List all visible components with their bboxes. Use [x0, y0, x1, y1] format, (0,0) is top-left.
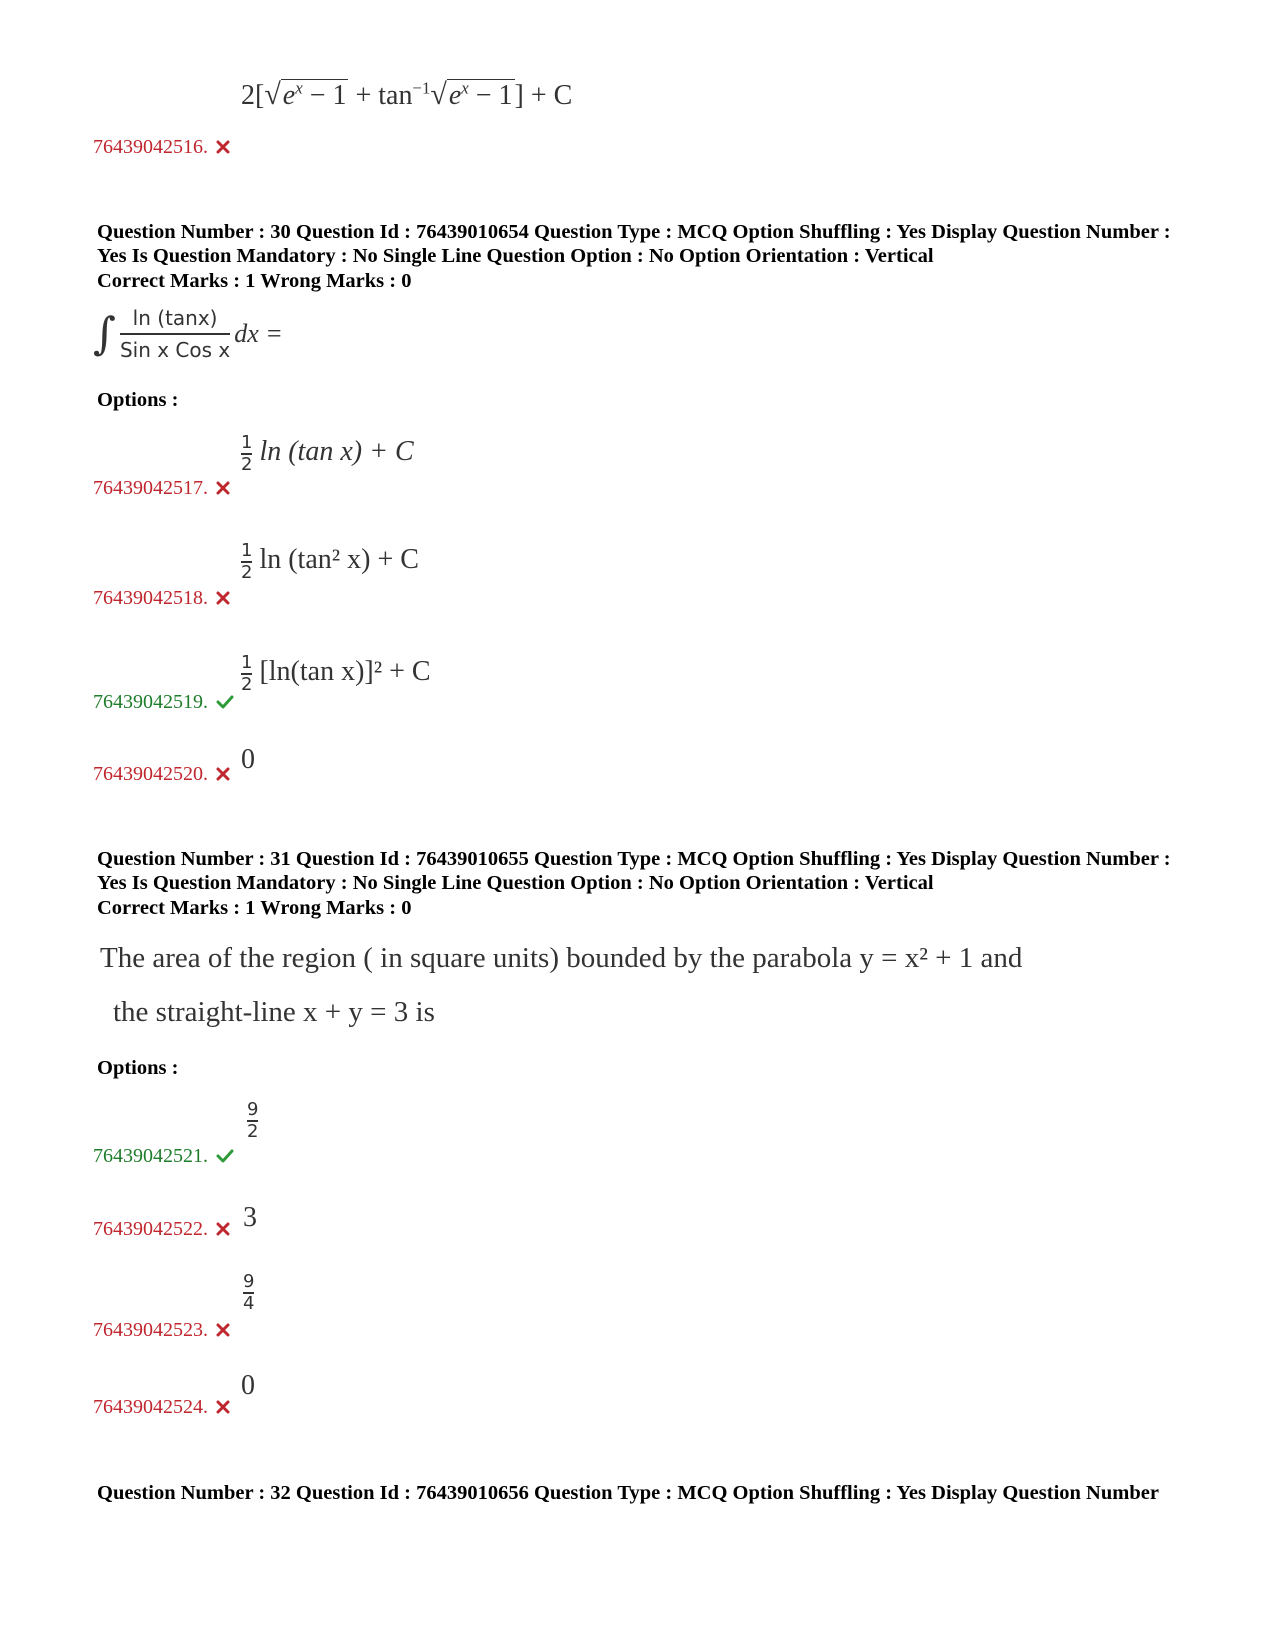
- question-stem: ∫ ln (tanx) Sin x Cos x dx =: [93, 306, 283, 362]
- option-id: 76439042519.: [93, 691, 234, 715]
- options-label: Options :: [97, 1057, 179, 1079]
- cross-icon: [216, 1397, 230, 1420]
- integral-sign: ∫: [93, 308, 116, 360]
- option-expression: $\frac{1}{2}$ ln (tan x) + C: [241, 432, 414, 475]
- option-expression: $\frac{9}{2}$: [247, 1099, 259, 1142]
- cross-icon: [216, 1219, 230, 1242]
- option-id: 76439042518.: [93, 587, 230, 611]
- option-id: 76439042523.: [93, 1319, 230, 1343]
- option-id: 76439042521.: [93, 1145, 234, 1169]
- option-id: 76439042520.: [93, 763, 230, 787]
- check-icon: [216, 1146, 234, 1169]
- marks-info: Correct Marks : 1 Wrong Marks : 0: [97, 897, 412, 919]
- question-text-line-2: the straight-line x + y = 3 is: [113, 996, 435, 1028]
- option-id: 76439042517.: [93, 477, 230, 501]
- integrand-fraction: ln (tanx) Sin x Cos x: [119, 306, 231, 362]
- cross-icon: [216, 1320, 230, 1343]
- option-id-prev: 76439042516.: [93, 136, 230, 160]
- question-header: Question Number : 31 Question Id : 76439010655 Question Type : MCQ Option Shuffling : Yes Display Question Number : Yes Is Question Mandatory : No Single Line Question Option : No Option Orientation : Vertical: [97, 848, 1171, 894]
- cross-icon: [216, 764, 230, 787]
- question-header: Question Number : 32 Question Id : 76439010656 Question Type : MCQ Option Shuffling : Yes Display Question Number: [97, 1482, 1159, 1504]
- cross-icon: [216, 588, 230, 611]
- option-expression: $\frac{1}{2}$ [ln(tan x)]² + C: [241, 652, 431, 695]
- option-expression: 3: [243, 1202, 257, 1233]
- option-expression: $\frac{9}{4}$: [243, 1271, 255, 1314]
- option-expression-prev: $2[√e^x - 1 + \tan^{-1}√e^x - 1] + C$: [241, 78, 573, 111]
- marks-info: Correct Marks : 1 Wrong Marks : 0: [97, 270, 412, 292]
- check-icon: [216, 692, 234, 715]
- question-text-line-1: The area of the region ( in square units) bounded by the parabola y = x² + 1 and: [100, 942, 1023, 974]
- cross-icon: [216, 478, 230, 501]
- question-header: Question Number : 30 Question Id : 76439010654 Question Type : MCQ Option Shuffling : Yes Display Question Number : Yes Is Question Mandatory : No Single Line Question Option : No Option Orientation : Vertical: [97, 221, 1171, 267]
- option-expression: 0: [241, 744, 255, 775]
- option-id: 76439042524.: [93, 1396, 230, 1420]
- option-expression: $\frac{1}{2}$ ln (tan² x) + C: [241, 540, 419, 583]
- options-label: Options :: [97, 389, 179, 411]
- cross-icon: [216, 137, 230, 160]
- option-expression: 0: [241, 1370, 255, 1401]
- option-id: 76439042522.: [93, 1218, 230, 1242]
